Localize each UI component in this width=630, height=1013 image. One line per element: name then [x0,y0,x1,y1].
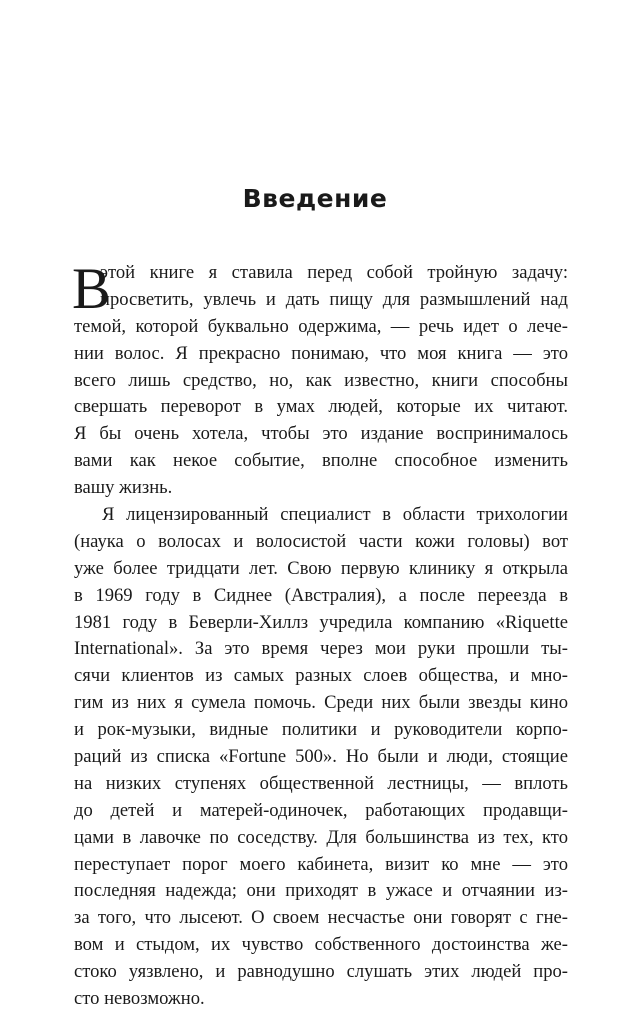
text-line: темой, которой буквально одержима, — речь идет о лече- [74,315,568,337]
text-line: International». За это время через мои руки прошли ты- [74,638,568,660]
text-line: вашу жизнь. [74,477,173,499]
text-line: нии волос. Я прекрасно понимаю, что моя книга — это [74,342,568,364]
text-line: этой книге я ставила перед собой тройную задачу: [100,262,568,283]
text-line: Я бы очень хотела, чтобы это издание воспринималось [74,423,568,445]
text-line: гим из них я сумела помочь. Среди них были звезды кино [74,692,568,714]
paragraph-2 [74,502,568,1013]
text-line: всего лишь средство, но, как известно, книги способны [74,369,568,391]
drop-cap: В [72,256,111,321]
text-line: на низких ступенях общественной лестницы, — вплоть [74,772,568,794]
text-line: (наука о волосах и волосистой части кожи головы) вот [74,530,568,552]
text-line: за того, что лысеют. О своем несчастье они говорят с гне- [74,907,568,929]
chapter-title: Введение [242,184,388,213]
text-line: вами как некое событие, вполне способное изменить [74,450,568,472]
text-line: Я лицензированный специалист в области трихологии [102,504,568,526]
text-line: до детей и матерей-одиночек, работающих продавщи- [74,799,568,821]
text-line: в 1969 году в Сиднее (Австралия), а после переезда в [74,584,568,606]
text-line: сто невозможно. [74,988,205,1010]
text-line: и рок-музыки, видные политики и руководители корпо- [74,719,568,741]
text-line: сячи клиентов из самых разных слоев общества, и мно- [74,665,568,687]
chapter-body [72,256,568,1013]
text-line: свершать переворот в умах людей, которые их читают. [74,396,568,418]
text-line: уже более тридцати лет. Свою первую клинику я открыла [74,557,568,579]
text-line: переступает порог моего кабинета, визит ко мне — это [74,853,568,875]
text-line: стоко уязвлено, и равнодушно слушать этих людей про- [74,961,568,983]
text-line: раций из списка «Fortune 500». Но были и люди, стоящие [74,746,568,768]
text-line: цами в лавочке по соседству. Для большинства из тех, кто [74,826,568,848]
text-line: последняя надежда; они приходят в ужасе и отчаянии из- [74,880,568,902]
paragraph-1 [72,256,568,502]
text-line: 1981 году в Беверли-Хиллз учредила компанию «Riquette [74,611,568,633]
text-line: просветить, увлечь и дать пищу для размышлений над [100,288,568,310]
text-line: вом и стыдом, их чувство собственного достоинства же- [74,934,568,956]
